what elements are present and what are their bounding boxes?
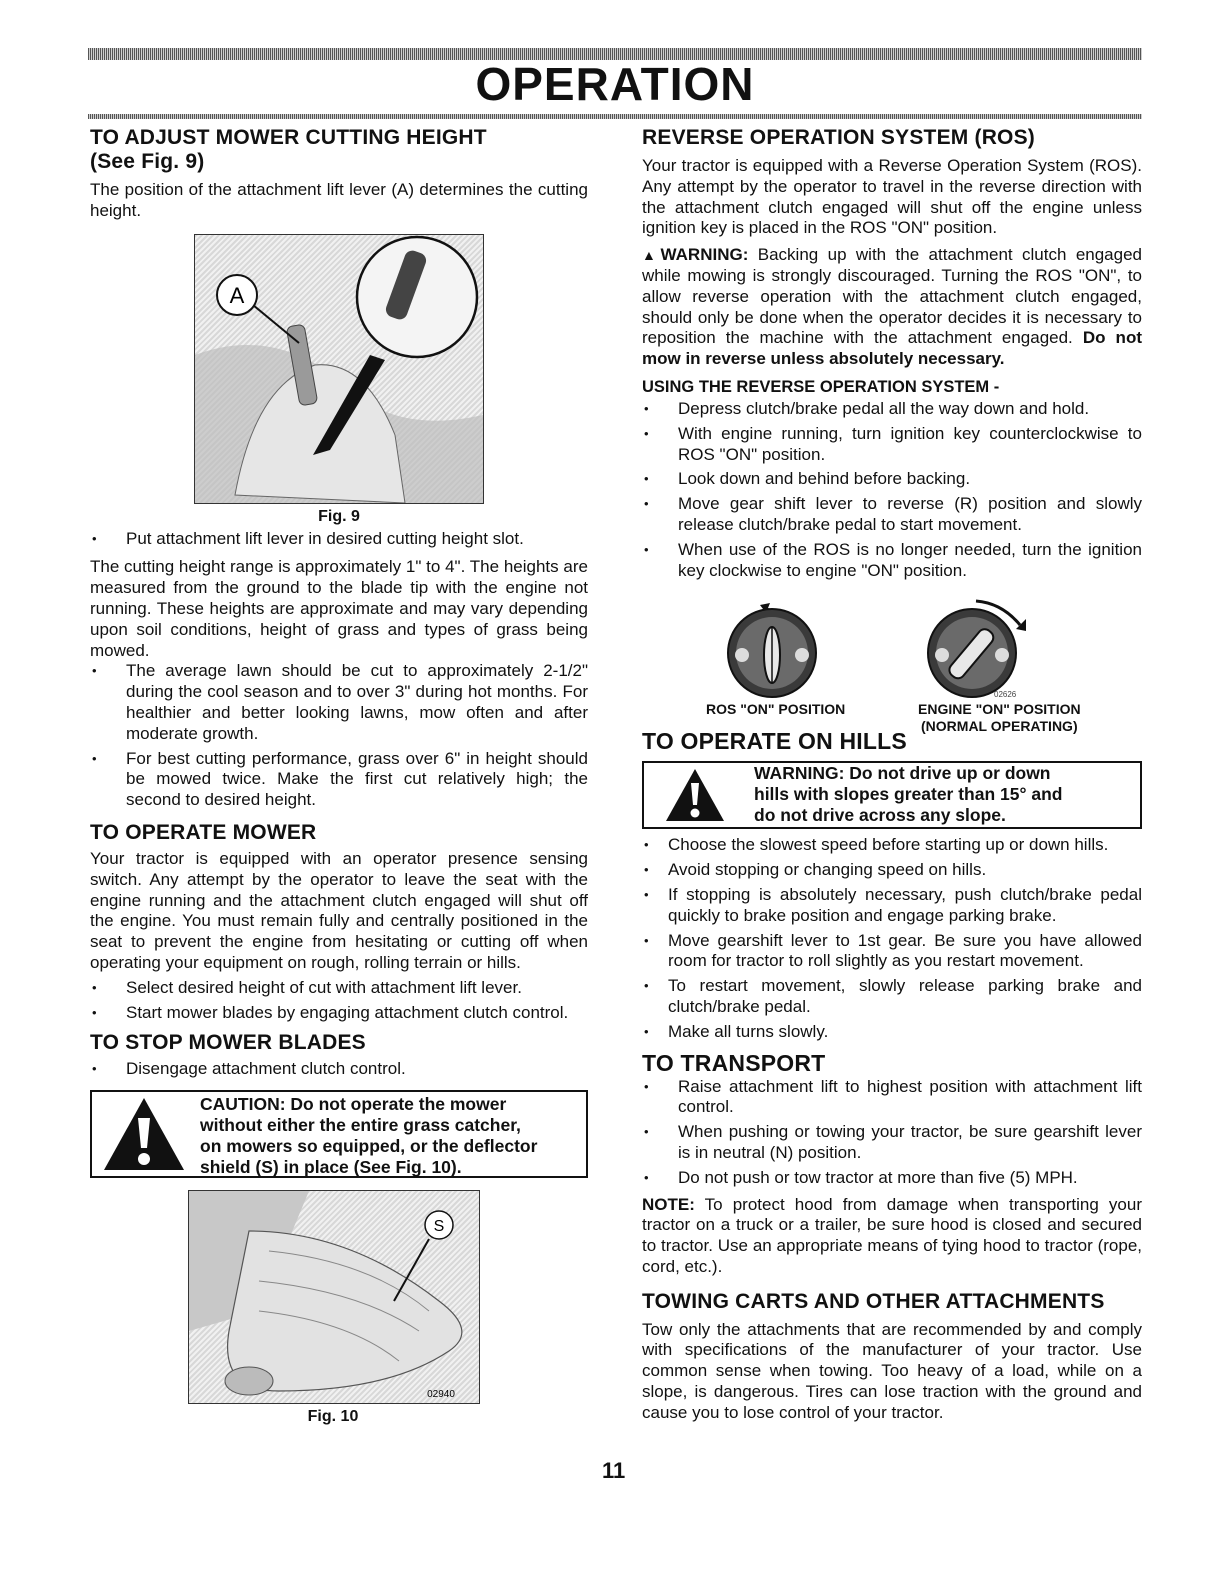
hills-warning-line-3: do not drive across any slope. bbox=[754, 805, 1006, 826]
left-column bbox=[90, 126, 588, 1426]
figure-10-code: 02940 bbox=[427, 1389, 455, 1401]
hills-warning-box bbox=[642, 761, 1142, 829]
towing-paragraph: Tow only the attachments that are recommended by and comply with specifications of the manufacturer of your tractor. Use common sense when towing. Too heavy of a load, while on a slope, is dangerous. Tires can lose traction with the ground and cause you to lose control of your tractor. bbox=[642, 1319, 1142, 1422]
operate-mower-paragraph: Your tractor is equipped with an operator presence sensing switch. Any attempt by the operator to leave the seat with the engine running and the attachment clutch engaged will shut off the engine. You must remain fully and centrally positioned in the seat to prevent the engine from hesitating or cutting off when operating your equipment on rough, rolling terrain or hills. bbox=[90, 848, 588, 972]
header-rule-bottom bbox=[88, 114, 1142, 119]
caution-line-4: shield (S) in place (See Fig. 10). bbox=[200, 1157, 462, 1178]
page-number: 11 bbox=[602, 1458, 626, 1483]
ros-bullet-2: • With engine running, turn ignition key counterclockwise to ROS "ON" position. bbox=[642, 424, 1142, 466]
transport-note bbox=[642, 1195, 1142, 1278]
figure-9-caption: Fig. 9 bbox=[318, 507, 360, 525]
callout-s-label: S bbox=[433, 1218, 445, 1236]
engine-on-caption-line-2: (NORMAL OPERATING) bbox=[921, 718, 1078, 735]
page-title: OPERATION bbox=[475, 58, 755, 110]
ros-warning-text: Backing up with the attachment clutch engaged while mowing is strongly discouraged. Turning the ROS "ON", to allow reverse operation with the attachment clutch engaged, should only be done when the operator decides it is necessary to reposition the machine with the attachment engaged. bbox=[642, 245, 1143, 348]
transport-note-text: To protect hood from damage when transporting your tractor on a truck or a trailer, be sure hood is closed and secured to tractor. Use an appropriate means of tying hood to tractor (rope, cord, etc.). bbox=[642, 1194, 1142, 1276]
deflector-illustration bbox=[189, 1191, 479, 1403]
ros-bullet-4: • Move gear shift lever to reverse (R) position and slowly release clutch/brake pedal to start movement. bbox=[642, 494, 1142, 536]
hills-bullet-5: • To restart movement, slowly release parking brake and clutch/brake pedal. bbox=[642, 976, 1142, 1018]
hills-bullet-3: • If stopping is absolutely necessary, push clutch/brake pedal quickly to brake position and engage parking brake. bbox=[642, 885, 1142, 927]
ros-warning-bold: Do not mow in reverse unless absolutely necessary. bbox=[642, 328, 1142, 369]
ros-bullet-1: • Depress clutch/brake pedal all the way down and hold. bbox=[642, 399, 1142, 420]
operate-mower-heading: TO OPERATE MOWER bbox=[90, 820, 317, 844]
hills-warning-line-1: WARNING: Do not drive up or down bbox=[754, 763, 1051, 784]
ros-paragraph: Your tractor is equipped with a Reverse Operation System (ROS). Any attempt by the operator to travel in the reverse direction with the attachment clutch engaged will shut off the engine unless ignition key is placed in the ROS "ON" position. bbox=[642, 156, 1142, 238]
warning-triangle-icon-hills bbox=[664, 767, 726, 823]
lift-lever-illustration bbox=[195, 235, 483, 503]
transport-note-label: NOTE: bbox=[642, 1194, 695, 1214]
operate-bullet-1: • Select desired height of cut with attachment lift lever. bbox=[90, 978, 588, 999]
operate-bullet-2: • Start mower blades by engaging attachment clutch control. bbox=[90, 1003, 588, 1024]
caution-line-2: without either the entire grass catcher, bbox=[200, 1115, 521, 1136]
hills-bullet-6: • Make all turns slowly. bbox=[642, 1022, 1142, 1043]
caution-box bbox=[90, 1090, 588, 1178]
using-ros-heading: USING THE REVERSE OPERATION SYSTEM - bbox=[642, 377, 1000, 396]
transport-bullet-3: • Do not push or tow tractor at more than five (5) MPH. bbox=[642, 1168, 1142, 1189]
adjust-paragraph: The cutting height range is approximately 1" to 4". The heights are measured from the ground to the blade tip with the engine not running. These heights are approximate and may vary depending upon soil conditions, height of grass and types of grass being mowed. bbox=[90, 557, 588, 660]
ros-heading: REVERSE OPERATION SYSTEM (ROS) bbox=[642, 126, 1035, 149]
adjust-bullet-3: • For best cutting performance, grass over 6" in height should be mowed twice. Make the first cut relatively high; the second to desired height. bbox=[90, 749, 588, 811]
engine-on-caption bbox=[918, 701, 1081, 735]
stop-bullet-1: • Disengage attachment clutch control. bbox=[90, 1059, 588, 1080]
stop-blades-heading: TO STOP MOWER BLADES bbox=[90, 1031, 366, 1055]
warning-triangle-icon bbox=[102, 1096, 186, 1172]
callout-a-label: A bbox=[229, 282, 245, 308]
figure-9-lift-lever bbox=[194, 234, 484, 504]
caution-line-1: CAUTION: Do not operate the mower bbox=[200, 1094, 507, 1115]
hills-warning-line-2: hills with slopes greater than 15° and bbox=[754, 784, 1063, 805]
transport-bullet-1: • Raise attachment lift to highest position with attachment lift control. bbox=[642, 1077, 1142, 1119]
adjust-bullet-1: • Put attachment lift lever in desired cutting height slot. bbox=[90, 529, 588, 550]
right-column bbox=[642, 126, 1142, 1424]
ros-bullet-3: • Look down and behind before backing. bbox=[642, 469, 1142, 490]
adjust-height-subheading: (See Fig. 9) bbox=[90, 150, 205, 173]
figure-10-caption: Fig. 10 bbox=[307, 1408, 359, 1426]
ros-warning bbox=[642, 245, 1142, 370]
hills-bullet-1: • Choose the slowest speed before starting up or down hills. bbox=[642, 835, 1142, 856]
hills-bullet-4: • Move gearshift lever to 1st gear. Be sure you have allowed room for tractor to roll slightly as you restart movement. bbox=[642, 931, 1142, 973]
ros-on-caption: ROS "ON" POSITION bbox=[706, 701, 846, 718]
hills-bullet-2: • Avoid stopping or changing speed on hills. bbox=[642, 860, 1142, 881]
ignition-switch-illustration bbox=[642, 589, 1142, 699]
transport-heading: TO TRANSPORT bbox=[642, 1049, 826, 1076]
transport-bullet-2: • When pushing or towing your tractor, be sure gearshift lever is in neutral (N) position. bbox=[642, 1122, 1142, 1164]
ignition-figure-code: 02626 bbox=[994, 690, 1017, 700]
adjust-bullet-2: • The average lawn should be cut to approximately 2-1/2" during the cool season and to over 3" during hot months. For healthier and better looking lawns, mow often and after moderate growth. bbox=[90, 661, 588, 744]
hills-heading: TO OPERATE ON HILLS bbox=[642, 728, 907, 755]
towing-heading: TOWING CARTS AND OTHER ATTACHMENTS bbox=[642, 1289, 1105, 1313]
ros-warning-label: WARNING: bbox=[660, 245, 749, 265]
caution-line-3: on mowers so equipped, or the deflector bbox=[200, 1136, 538, 1157]
engine-on-caption-line-1: ENGINE "ON" POSITION bbox=[918, 701, 1081, 718]
warning-small-icon: ▲ bbox=[642, 247, 661, 264]
figure-10-deflector bbox=[188, 1190, 480, 1404]
adjust-height-heading: TO ADJUST MOWER CUTTING HEIGHT bbox=[90, 126, 487, 149]
ros-bullet-5: • When use of the ROS is no longer needed, turn the ignition key clockwise to engine "ON" position. bbox=[642, 540, 1142, 582]
ignition-figure bbox=[642, 589, 1142, 737]
adjust-intro: The position of the attachment lift lever (A) determines the cutting height. bbox=[90, 180, 588, 220]
